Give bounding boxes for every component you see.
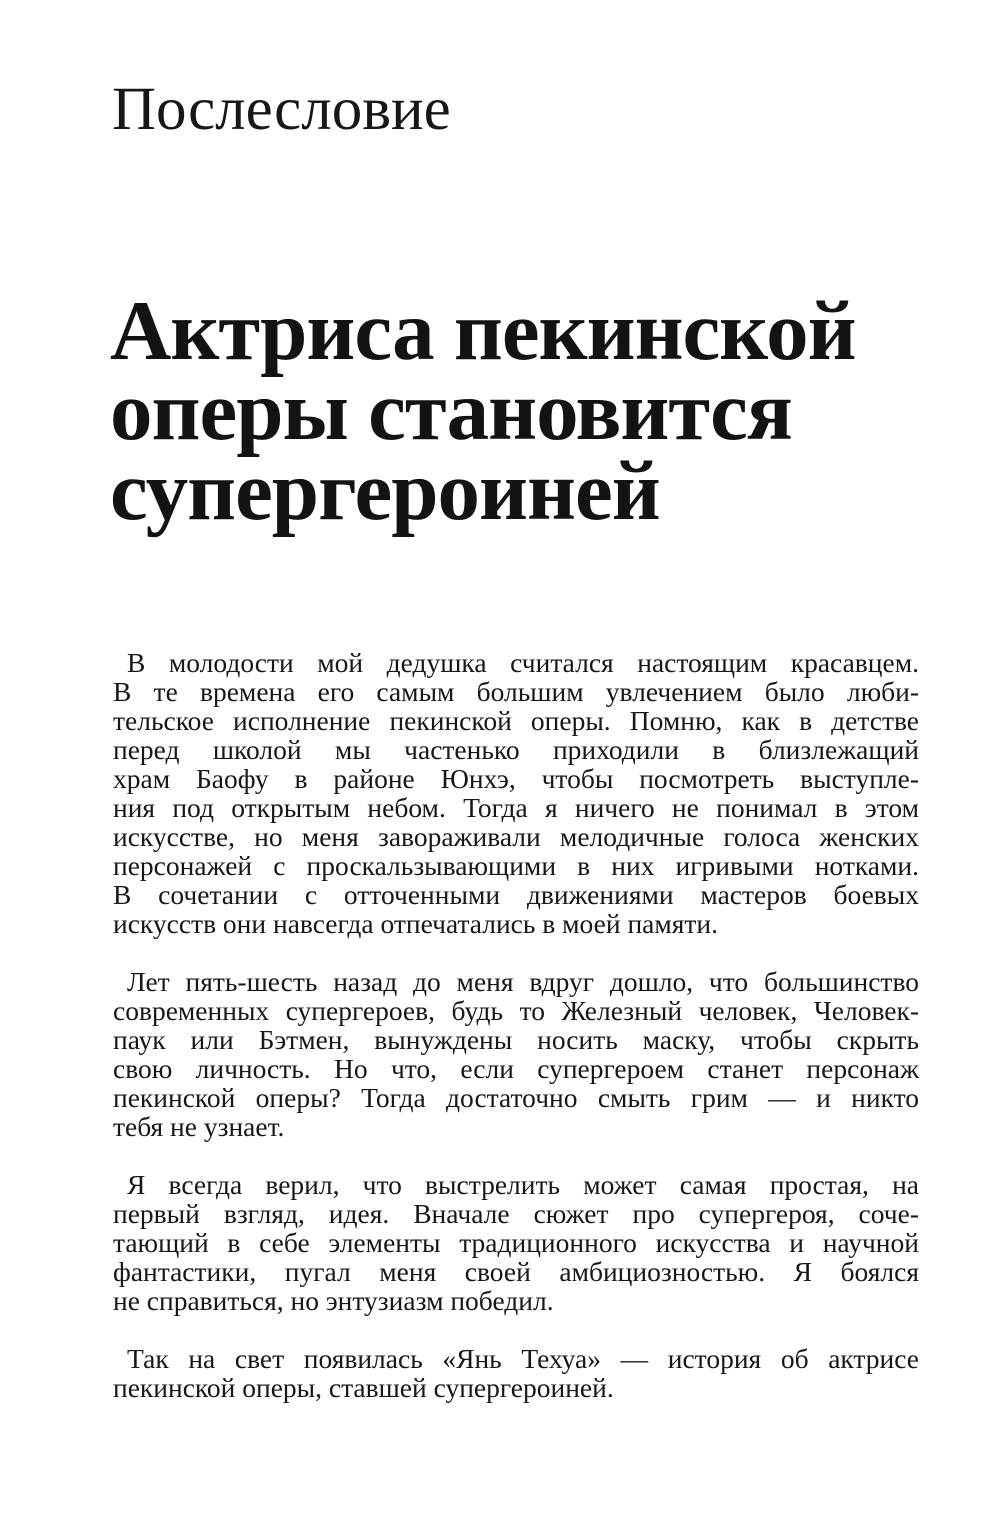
- text-line: свою личность. Но что, если супергероем станет персонаж: [113, 1053, 919, 1084]
- text-line: Лет пять-шесть назад до меня вдруг дошло, что большинство: [127, 966, 919, 997]
- text-line: паук или Бэтмен, вынуждены носить маску, чтобы скрыть: [113, 1024, 919, 1055]
- text-line: фантастики, пугал меня своей амбициозностью. Я боялся: [113, 1256, 919, 1287]
- text-line: искусстве, но меня завораживали мелодичные голоса женских: [113, 821, 919, 852]
- text-line: искусств они навсегда отпечатались в моей памяти.: [113, 908, 719, 939]
- title-line: оперы становится: [110, 364, 792, 458]
- section-kicker: Послесловие: [112, 76, 451, 143]
- title-line: супергероиней: [110, 444, 660, 538]
- body-text: [113, 648, 919, 1402]
- text-line: пекинской оперы, ставшей супергероиней.: [113, 1372, 614, 1403]
- text-line: тающий в себе элементы традиционного искусства и научной: [113, 1227, 919, 1258]
- text-line: первый взгляд, идея. Вначале сюжет про супергероя, соче-: [113, 1198, 919, 1229]
- title-line: Актриса пекинской: [110, 284, 856, 378]
- text-line: В молодости мой дедушка считался настоящим красавцем.: [127, 647, 919, 678]
- text-line: В те времена его самым большим увлечением было люби-: [113, 676, 919, 707]
- text-line: пекинской оперы? Тогда достаточно смыть грим — и никто: [113, 1082, 919, 1113]
- chapter-title: [110, 284, 856, 538]
- text-line: современных супергероев, будь то Железный человек, Человек-: [113, 995, 919, 1026]
- text-line: тельское исполнение пекинской оперы. Помню, как в детстве: [113, 705, 919, 736]
- text-line: не справиться, но энтузиазм победил.: [113, 1285, 554, 1316]
- paragraph: [113, 967, 919, 1141]
- text-line: Так на свет появилась «Янь Техуа» — история об актрисе: [127, 1343, 919, 1374]
- paragraph: [113, 648, 919, 938]
- text-line: В сочетании с отточенными движениями мастеров боевых: [113, 879, 919, 910]
- text-line: тебя не узнает.: [113, 1111, 285, 1142]
- paragraph: [113, 1170, 919, 1315]
- text-line: Я всегда верил, что выстрелить может самая простая, на: [127, 1169, 919, 1200]
- paragraph: [113, 1344, 919, 1402]
- text-line: персонажей с проскальзывающими в них игривыми нотками.: [113, 850, 919, 881]
- text-line: храм Баофу в районе Юнхэ, чтобы посмотреть выступле-: [113, 763, 919, 794]
- text-line: ния под открытым небом. Тогда я ничего не понимал в этом: [113, 792, 919, 823]
- text-line: перед школой мы частенько приходили в близлежащий: [113, 734, 919, 765]
